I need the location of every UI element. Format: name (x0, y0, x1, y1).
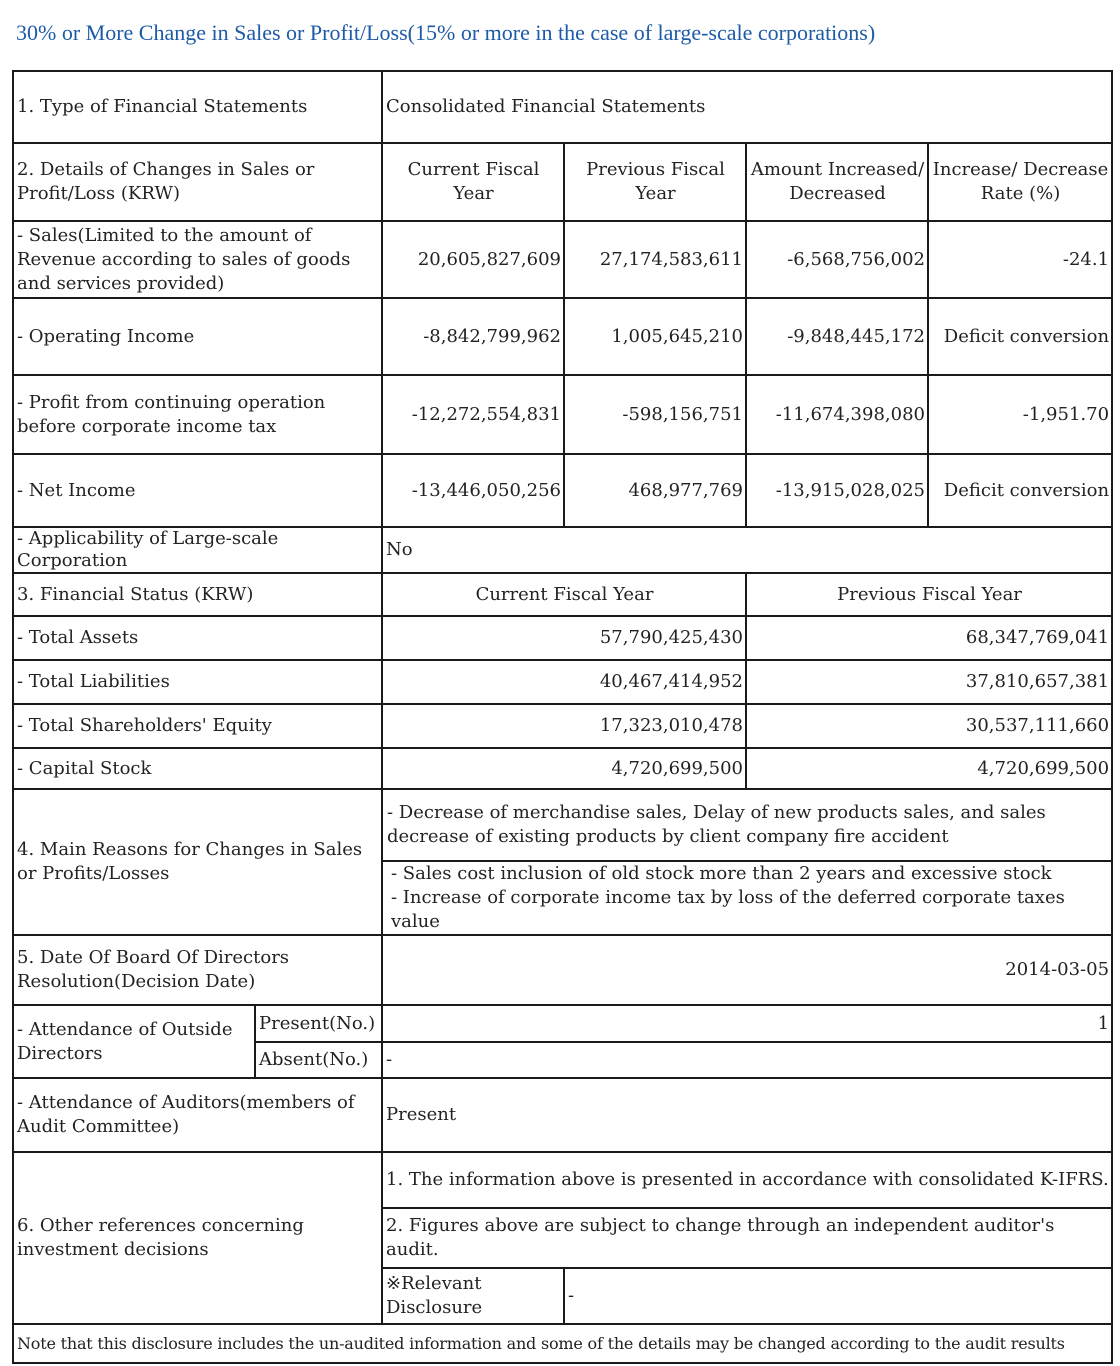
type-value: Consolidated Financial Statements (382, 71, 1112, 143)
details-row-operating-income (13, 298, 1112, 375)
absent-value: - (382, 1042, 1112, 1078)
other-refs-note-1: 1. The information above is presented in accordance with consolidated K-IFRS. (382, 1152, 1112, 1208)
outside-directors-present-row (13, 1005, 1112, 1042)
status-row-previous: 68,347,769,041 (746, 616, 1112, 660)
other-refs-row-1 (13, 1152, 1112, 1208)
board-date: 2014-03-05 (382, 935, 1112, 1005)
status-header-current: Current Fiscal Year (382, 573, 746, 616)
details-row-label: - Profit from continuing operation before corporate income tax (13, 375, 382, 454)
details-row-change: -6,568,756,002 (746, 221, 928, 298)
details-row-change: -11,674,398,080 (746, 375, 928, 454)
reasons-row-1 (13, 789, 1112, 861)
page-title: 30% or More Change in Sales or Profit/Loss(15% or more in the case of large-scale corporations) (16, 20, 876, 45)
details-header-change: Amount Increased/ Decreased (746, 143, 928, 221)
details-row-change: -13,915,028,025 (746, 454, 928, 527)
auditors-value: Present (382, 1078, 1112, 1152)
reason-1: - Decrease of merchandise sales, Delay of new products sales, and sales decrease of existing products by client company fire accident (382, 789, 1112, 861)
other-refs-label: 6. Other references concerning investment decisions (13, 1152, 382, 1324)
auditors-row (13, 1078, 1112, 1152)
status-row-previous: 4,720,699,500 (746, 748, 1112, 789)
present-label: Present(No.) (255, 1005, 382, 1042)
details-row-previous: 27,174,583,611 (564, 221, 746, 298)
details-row-rate: -24.1 (928, 221, 1112, 298)
status-row-label: - Total Shareholders' Equity (13, 704, 382, 748)
details-row-change: -9,848,445,172 (746, 298, 928, 375)
large-scale-label: - Applicability of Large-scale Corporation (13, 527, 382, 573)
status-header-row (13, 573, 1112, 616)
absent-label: Absent(No.) (255, 1042, 382, 1078)
status-row-current: 4,720,699,500 (382, 748, 746, 789)
details-row-current: 20,605,827,609 (382, 221, 564, 298)
footer-note-row (13, 1324, 1112, 1363)
footer-note: Note that this disclosure includes the un-audited information and some of the details may be changed according to the audit results (13, 1324, 1112, 1363)
status-row-shareholders-equity (13, 704, 1112, 748)
status-header-previous: Previous Fiscal Year (746, 573, 1112, 616)
status-row-label: - Total Assets (13, 616, 382, 660)
details-row-current: -8,842,799,962 (382, 298, 564, 375)
details-row-current: -13,446,050,256 (382, 454, 564, 527)
details-label: 2. Details of Changes in Sales or Profit/Loss (KRW) (13, 143, 382, 221)
auditors-label: - Attendance of Auditors(members of Audit Committee) (13, 1078, 382, 1152)
reason-2a: - Sales cost inclusion of old stock more than 2 years and excessive stock (391, 863, 1052, 884)
status-row-previous: 30,537,111,660 (746, 704, 1112, 748)
reasons-label: 4. Main Reasons for Changes in Sales or Profits/Losses (13, 789, 382, 935)
details-header-previous: Previous Fiscal Year (564, 143, 746, 221)
details-row-label: - Sales(Limited to the amount of Revenue according to sales of goods and services provided) (13, 221, 382, 298)
status-label: 3. Financial Status (KRW) (13, 573, 382, 616)
status-row-total-liabilities (13, 660, 1112, 704)
type-label: 1. Type of Financial Statements (13, 71, 382, 143)
outside-directors-label: - Attendance of Outside Directors (13, 1005, 255, 1078)
details-row-sales (13, 221, 1112, 298)
details-row-previous: 1,005,645,210 (564, 298, 746, 375)
disclosure-table (12, 70, 1113, 1364)
reason-2 (382, 861, 1112, 935)
status-row-previous: 37,810,657,381 (746, 660, 1112, 704)
board-row (13, 935, 1112, 1005)
details-header-row (13, 143, 1112, 221)
details-row-previous: -598,156,751 (564, 375, 746, 454)
large-scale-value: No (382, 527, 1112, 573)
other-refs-note-2: 2. Figures above are subject to change through an independent auditor's audit. (382, 1208, 1112, 1268)
details-row-profit-before-tax (13, 375, 1112, 454)
details-row-label: - Operating Income (13, 298, 382, 375)
large-scale-row (13, 527, 1112, 573)
relevant-disclosure-label: ※Relevant Disclosure (382, 1268, 564, 1324)
details-row-label: - Net Income (13, 454, 382, 527)
details-row-rate: Deficit conversion (928, 454, 1112, 527)
status-row-current: 17,323,010,478 (382, 704, 746, 748)
board-label: 5. Date Of Board Of Directors Resolution(Decision Date) (13, 935, 382, 1005)
details-row-rate: Deficit conversion (928, 298, 1112, 375)
status-row-current: 57,790,425,430 (382, 616, 746, 660)
details-row-net-income (13, 454, 1112, 527)
present-value: 1 (382, 1005, 1112, 1042)
relevant-disclosure-value: - (564, 1268, 1112, 1324)
status-row-label: - Capital Stock (13, 748, 382, 789)
status-row-capital-stock (13, 748, 1112, 789)
type-row (13, 71, 1112, 143)
status-row-total-assets (13, 616, 1112, 660)
details-row-previous: 468,977,769 (564, 454, 746, 527)
details-header-rate: Increase/ Decrease Rate (%) (928, 143, 1112, 221)
details-row-current: -12,272,554,831 (382, 375, 564, 454)
details-row-rate: -1,951.70 (928, 375, 1112, 454)
status-row-current: 40,467,414,952 (382, 660, 746, 704)
status-row-label: - Total Liabilities (13, 660, 382, 704)
details-header-current: Current Fiscal Year (382, 143, 564, 221)
reason-2b: - Increase of corporate income tax by loss of the deferred corporate taxes value (391, 887, 1065, 932)
